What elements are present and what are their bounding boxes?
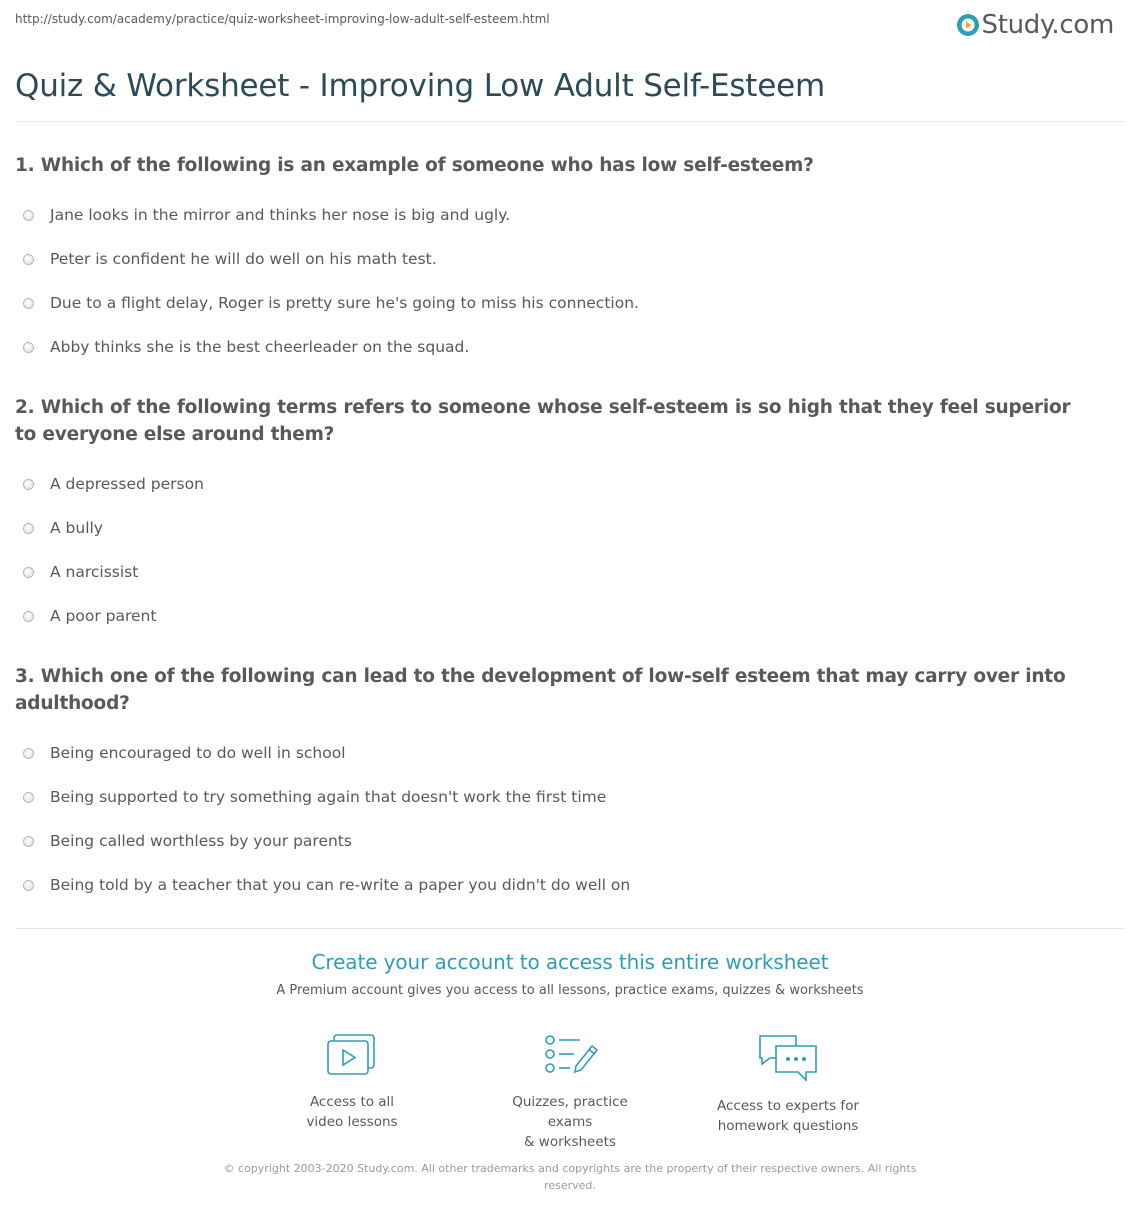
answer-option[interactable] bbox=[15, 594, 1095, 638]
radio-button[interactable] bbox=[23, 748, 34, 759]
answer-label: Abby thinks she is the best cheerleader on the squad. bbox=[50, 338, 470, 356]
cta-subtitle: A Premium account gives you access to all lessons, practice exams, quizzes & worksheets bbox=[276, 983, 864, 998]
answer-option[interactable] bbox=[15, 193, 1095, 237]
feature-label-line: Access to experts for bbox=[716, 1098, 859, 1114]
answer-label: Being called worthless by your parents bbox=[50, 832, 352, 850]
radio-button[interactable] bbox=[23, 611, 34, 622]
question-1-answers bbox=[15, 193, 1095, 369]
question-1-text: 1. Which of the following is an example of someone who has low self-esteem? bbox=[15, 155, 814, 176]
answer-option[interactable] bbox=[15, 325, 1095, 369]
radio-button[interactable] bbox=[23, 880, 34, 891]
answer-option[interactable] bbox=[15, 462, 1095, 506]
feature-label bbox=[498, 1092, 642, 1152]
feature-label-line: video lessons bbox=[306, 1114, 398, 1130]
question-3 bbox=[15, 663, 1095, 907]
feature-label-line: Access to all bbox=[309, 1094, 395, 1110]
answer-option[interactable] bbox=[15, 281, 1095, 325]
radio-button[interactable] bbox=[23, 342, 34, 353]
radio-button[interactable] bbox=[23, 836, 34, 847]
feature-label-line: & worksheets bbox=[523, 1134, 616, 1150]
answer-label: A narcissist bbox=[50, 563, 139, 581]
feature-label bbox=[280, 1092, 424, 1132]
answer-label: Being encouraged to do well in school bbox=[50, 744, 346, 762]
radio-button[interactable] bbox=[23, 567, 34, 578]
video-lesson-icon bbox=[322, 1032, 382, 1080]
question-list bbox=[15, 152, 1095, 932]
radio-button[interactable] bbox=[23, 523, 34, 534]
question-2-text: 2. Which of the following terms refers to someone whose self-esteem is so high that they feel superior to everyone else around them? bbox=[15, 397, 1071, 445]
answer-option[interactable] bbox=[15, 863, 1095, 907]
answer-option[interactable] bbox=[15, 775, 1095, 819]
feature-video-lessons bbox=[280, 1032, 424, 1152]
answer-label: Being told by a teacher that you can re-write a paper you didn't do well on bbox=[50, 876, 631, 894]
study-logo[interactable] bbox=[956, 8, 1114, 42]
feature-experts bbox=[716, 1032, 860, 1152]
copyright-text: © copyright 2003-2020 Study.com. All other trademarks and copyrights are the property of their respective owners. All rights reserved. bbox=[223, 1162, 917, 1192]
question-3-text: 3. Which one of the following can lead to the development of low-self esteem that may carry over into adulthood? bbox=[15, 666, 1066, 714]
feature-label-line: Quizzes, practice exams bbox=[512, 1094, 628, 1130]
page-url: http://study.com/academy/practice/quiz-worksheet-improving-low-adult-self-esteem.html bbox=[15, 12, 550, 26]
question-2 bbox=[15, 394, 1095, 638]
question-2-answers bbox=[15, 462, 1095, 638]
answer-label: A poor parent bbox=[50, 607, 157, 625]
chat-bubbles-icon bbox=[756, 1032, 820, 1084]
study-logo-icon bbox=[956, 13, 980, 37]
question-1 bbox=[15, 152, 1095, 369]
section-divider bbox=[15, 928, 1125, 929]
answer-label: Peter is confident he will do well on his math test. bbox=[50, 250, 437, 268]
copyright-footer bbox=[0, 1160, 1140, 1194]
radio-button[interactable] bbox=[23, 210, 34, 221]
page-title: Quiz & Worksheet - Improving Low Adult Self-Esteem bbox=[15, 68, 826, 104]
answer-label: Due to a flight delay, Roger is pretty sure he's going to miss his connection. bbox=[50, 294, 639, 312]
answer-label: Jane looks in the mirror and thinks her nose is big and ugly. bbox=[50, 206, 511, 224]
answer-label: Being supported to try something again that doesn't work the first time bbox=[50, 788, 607, 806]
cta-title-link[interactable]: Create your account to access this entire worksheet bbox=[311, 950, 829, 974]
answer-option[interactable] bbox=[15, 819, 1095, 863]
feature-label bbox=[716, 1096, 860, 1136]
feature-quizzes bbox=[498, 1032, 642, 1152]
answer-option[interactable] bbox=[15, 731, 1095, 775]
signup-cta bbox=[0, 950, 1140, 998]
premium-features bbox=[0, 1032, 1140, 1152]
study-logo-text: Study.com bbox=[981, 10, 1114, 40]
feature-label-line: homework questions bbox=[717, 1118, 859, 1134]
answer-option[interactable] bbox=[15, 237, 1095, 281]
radio-button[interactable] bbox=[23, 298, 34, 309]
radio-button[interactable] bbox=[23, 792, 34, 803]
title-divider bbox=[15, 121, 1125, 122]
answer-label: A depressed person bbox=[50, 475, 204, 493]
quiz-checklist-icon bbox=[540, 1032, 600, 1080]
answer-option[interactable] bbox=[15, 506, 1095, 550]
answer-option[interactable] bbox=[15, 550, 1095, 594]
radio-button[interactable] bbox=[23, 479, 34, 490]
answer-label: A bully bbox=[50, 519, 103, 537]
question-3-answers bbox=[15, 731, 1095, 907]
radio-button[interactable] bbox=[23, 254, 34, 265]
